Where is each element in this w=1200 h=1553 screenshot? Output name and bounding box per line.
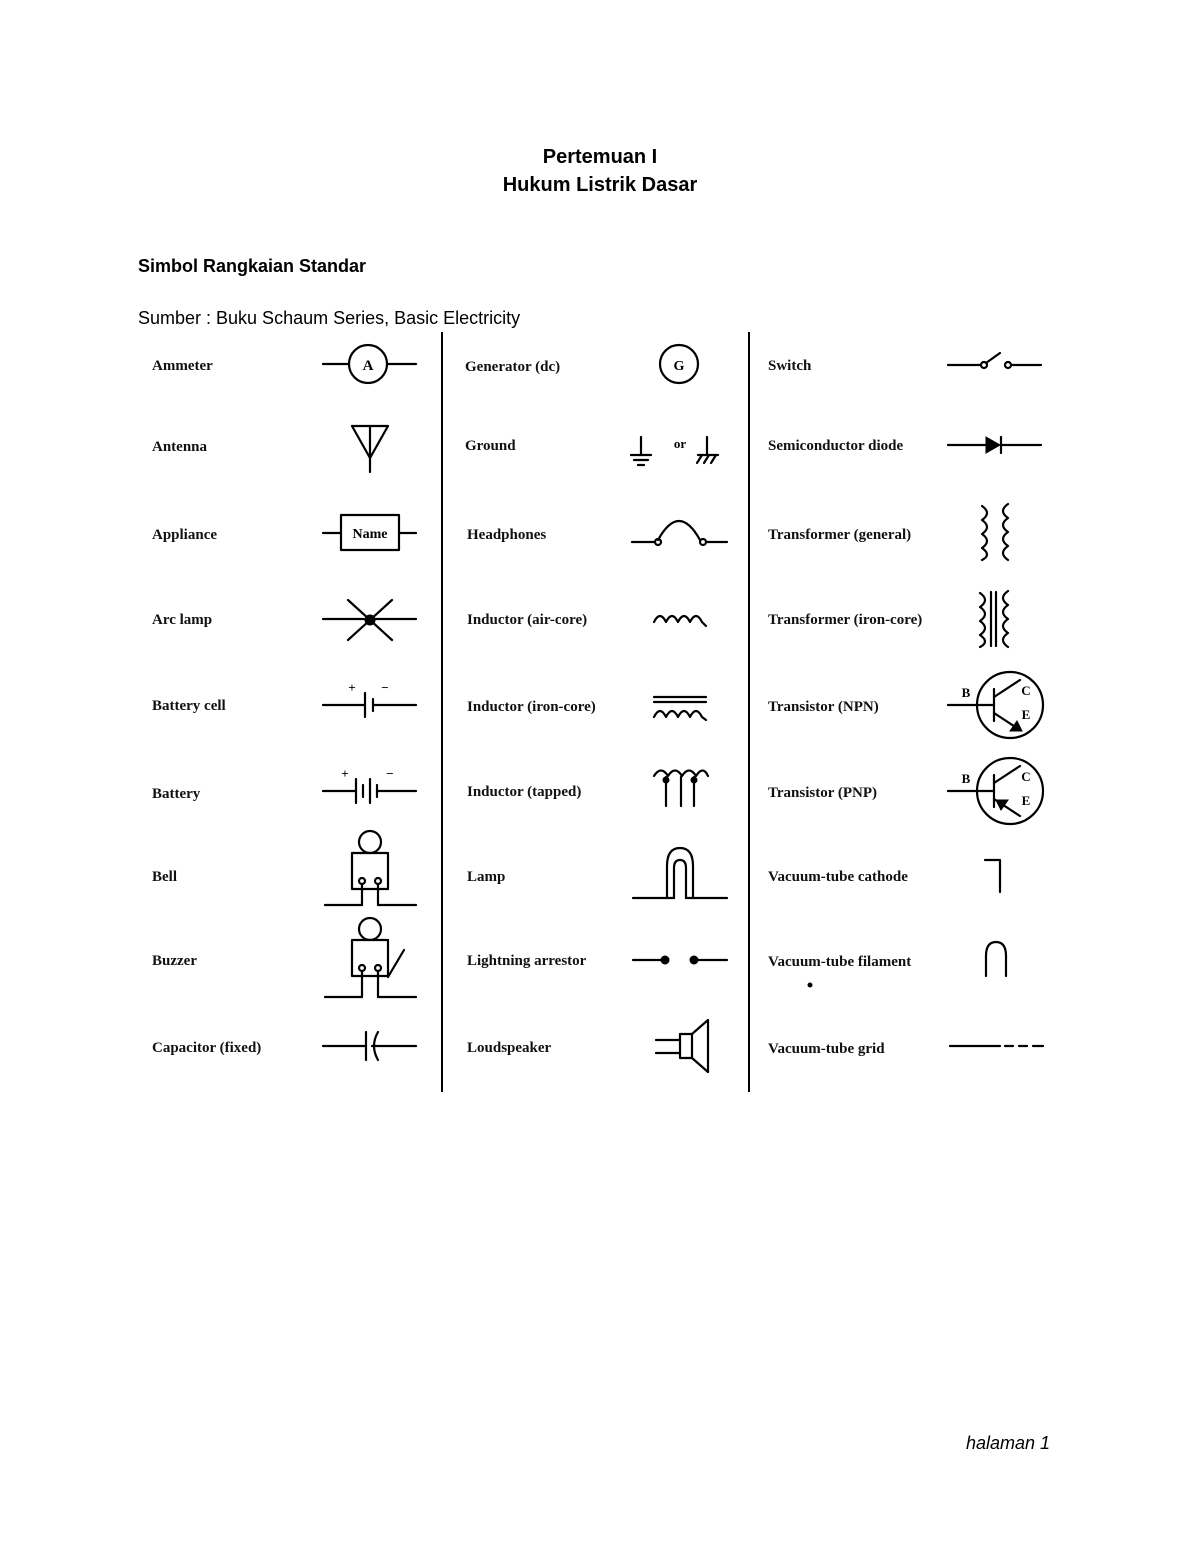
label-transistor-pnp: Transistor (PNP) (768, 785, 878, 801)
loudspeaker-symbol (656, 1020, 708, 1072)
label-lightning-arrestor: Lightning arrestor (467, 953, 587, 969)
label-switch: Switch (768, 358, 812, 374)
inductor-air-symbol (654, 616, 706, 626)
svg-text:E: E (1021, 707, 1031, 722)
label-lamp: Lamp (467, 869, 506, 885)
label-grid: Vacuum-tube grid (768, 1041, 885, 1057)
headphones-symbol (632, 521, 727, 545)
source-line: Sumber : Buku Schaum Series, Basic Electricity (138, 308, 521, 328)
label-inductor-air: Inductor (air-core) (467, 612, 588, 628)
svg-text:−: − (381, 680, 389, 695)
label-transformer-iron: Transformer (iron-core) (768, 612, 923, 628)
label-transistor-npn: Transistor (NPN) (768, 699, 879, 715)
label-capacitor: Capacitor (fixed) (152, 1040, 262, 1056)
ground-symbol (631, 436, 718, 465)
transformer-general-symbol (982, 504, 1008, 560)
label-battery: Battery (152, 786, 201, 802)
transistor-pnp-symbol (948, 758, 1043, 824)
lightning-arrestor-symbol (633, 956, 727, 964)
buzzer-symbol (325, 918, 416, 997)
page-number: halaman 1 (966, 1433, 1051, 1453)
svg-text:+: + (341, 766, 349, 781)
svg-text:A: A (362, 358, 374, 374)
label-ground: Ground (465, 438, 516, 454)
label-filament: Vacuum-tube filament (768, 954, 912, 970)
inductor-tapped-symbol (654, 771, 708, 807)
label-battery-cell: Battery cell (152, 698, 226, 714)
svg-text:or: or (673, 436, 687, 451)
transistor-npn-symbol (948, 672, 1043, 738)
svg-text:−: − (386, 766, 394, 781)
label-inductor-iron: Inductor (iron-core) (467, 699, 596, 715)
label-appliance: Appliance (152, 527, 218, 543)
bell-symbol (325, 831, 416, 905)
transformer-iron-symbol (980, 591, 1008, 647)
svg-text:B: B (961, 685, 971, 700)
label-transformer-general: Transformer (general) (768, 527, 912, 543)
capacitor-symbol (323, 1032, 416, 1060)
svg-text:B: B (961, 771, 971, 786)
antenna-symbol (352, 426, 388, 472)
svg-text:G: G (673, 359, 685, 374)
diode-symbol (948, 437, 1041, 453)
cathode-symbol (985, 860, 1000, 892)
label-ammeter: Ammeter (152, 358, 213, 374)
svg-text:E: E (1021, 793, 1031, 808)
inductor-iron-symbol (654, 697, 706, 720)
svg-text:+: + (348, 680, 356, 695)
label-arc-lamp: Arc lamp (152, 612, 213, 628)
label-loudspeaker: Loudspeaker (467, 1040, 552, 1056)
label-bell: Bell (152, 869, 177, 885)
generator-symbol (660, 345, 698, 383)
label-headphones: Headphones (467, 527, 547, 543)
ammeter-symbol (323, 345, 416, 383)
switch-symbol (948, 353, 1041, 368)
section-title: Simbol Rangkaian Standar (138, 256, 367, 276)
label-antenna: Antenna (152, 439, 208, 455)
arc-lamp-symbol (323, 600, 416, 640)
svg-text:C: C (1021, 683, 1031, 698)
battery-cell-symbol (323, 680, 416, 717)
label-cathode: Vacuum-tube cathode (768, 869, 908, 885)
label-generator: Generator (dc) (465, 359, 561, 375)
page-title-line1: Pertemuan I (542, 146, 658, 168)
label-diode: Semiconductor diode (768, 438, 904, 454)
label-buzzer: Buzzer (152, 953, 197, 969)
lamp-symbol (633, 848, 727, 898)
battery-symbol (323, 766, 416, 803)
svg-text:Name: Name (352, 527, 388, 542)
page-title-line2: Hukum Listrik Dasar (502, 174, 698, 196)
svg-text:C: C (1021, 769, 1031, 784)
appliance-symbol (323, 515, 416, 550)
label-inductor-tapped: Inductor (tapped) (467, 784, 582, 800)
